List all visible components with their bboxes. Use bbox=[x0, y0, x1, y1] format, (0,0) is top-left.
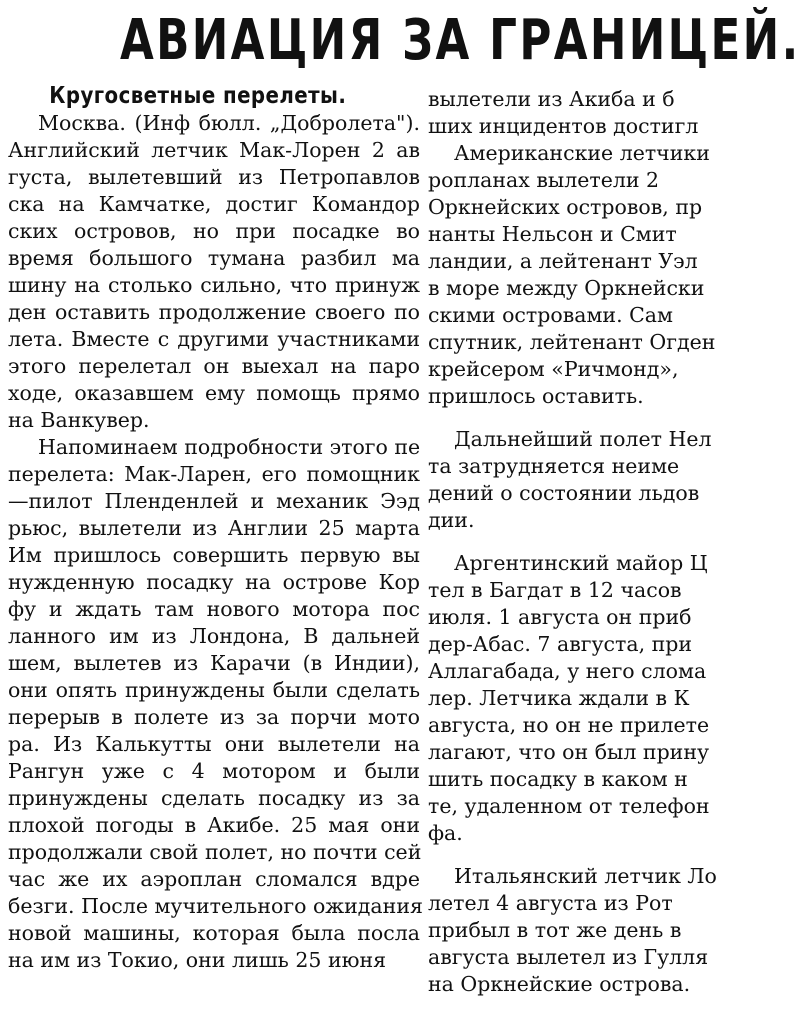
paragraph-gap bbox=[428, 534, 706, 550]
text-line: фа. bbox=[428, 821, 463, 845]
text-line: лета. Вместе с другими участниками bbox=[8, 327, 420, 351]
article-subheading: Кругосветные перелеты. bbox=[49, 83, 347, 109]
right-column bbox=[428, 86, 717, 998]
paragraph-gap bbox=[428, 847, 706, 863]
text-line: Итальянский летчик Ло bbox=[454, 864, 717, 888]
text-line: Английский летчик Мак-Лорен 2 ав bbox=[8, 138, 420, 162]
text-line: ландии, а лейтенант Уэл bbox=[428, 249, 698, 273]
text-line: они опять принуждены были сделать bbox=[8, 678, 420, 702]
text-line: ропланах вылетели 2 bbox=[428, 168, 660, 192]
text-line: спутник, лейтенант Огден bbox=[428, 330, 716, 354]
text-line: —пилот Пленденлей и механик Ээд bbox=[8, 489, 420, 513]
text-line: нанты Нельсон и Смит bbox=[428, 222, 677, 246]
text-line: лер. Летчика ждали в К bbox=[428, 686, 690, 710]
text-line: шить посадку в каком н bbox=[428, 767, 688, 791]
text-line: фу и ждать там нового мотора пос bbox=[8, 597, 420, 621]
text-line: дер-Абас. 7 августа, при bbox=[428, 632, 693, 656]
text-line: ска на Камчатке, достиг Командор bbox=[8, 192, 420, 216]
text-line: скими островами. Сам bbox=[428, 303, 673, 327]
text-line: рьюс, вылетели из Англии 25 марта bbox=[8, 516, 420, 540]
text-line: Дальнейший полет Нел bbox=[454, 427, 712, 451]
text-line: Рангун уже с 4 мотором и были bbox=[8, 759, 420, 783]
text-line: время большого тумана разбил ма bbox=[8, 246, 420, 270]
text-line: безги. После мучительного ожидания bbox=[8, 894, 423, 918]
article-paragraph-italian-pilot bbox=[428, 863, 717, 998]
text-line: дений о состоянии льдов bbox=[428, 481, 700, 505]
text-line: дии. bbox=[428, 508, 475, 532]
paragraph-gap bbox=[428, 410, 706, 426]
article-paragraph-american-pilots bbox=[428, 140, 716, 410]
newspaper-headline: АВИАЦИЯ ЗА ГРАНИЦЕЙ. bbox=[120, 8, 801, 73]
article-paragraph-details bbox=[8, 434, 423, 974]
text-line: в море между Оркнейски bbox=[428, 276, 705, 300]
text-line: перелета: Мак-Ларен, его помощник bbox=[8, 462, 420, 486]
text-line: Оркнейских островов, пр bbox=[428, 195, 703, 219]
text-line: июля. 1 августа он приб bbox=[428, 605, 692, 629]
text-line: вылетели из Акиба и б bbox=[428, 87, 675, 111]
article-paragraph-nelson-flight bbox=[428, 426, 712, 534]
text-line: Им пришлось совершить первую вы bbox=[8, 543, 420, 567]
text-line: перерыв в полете из за порчи мото bbox=[8, 705, 420, 729]
text-line: Аргентинский майор Ц bbox=[454, 551, 708, 575]
text-line: ходе, оказавшем ему помощь прямо bbox=[8, 381, 420, 405]
text-line: августа, но он не прилете bbox=[428, 713, 710, 737]
text-line: та затрудняется неиме bbox=[428, 454, 680, 478]
text-line: Москва. (Инф бюлл. „Добролета"). bbox=[38, 111, 420, 135]
article-paragraph-continuation bbox=[428, 86, 706, 140]
article-paragraph-argentine-major bbox=[428, 550, 710, 847]
text-line: Напоминаем подробности этого пе bbox=[38, 435, 421, 459]
text-line: ланного им из Лондона, В дальней bbox=[8, 624, 420, 648]
text-line: ра. Из Калькутты они вылетели на bbox=[8, 732, 420, 756]
text-line: крейсером «Ричмонд», bbox=[428, 357, 679, 381]
text-line: пришлось оставить. bbox=[428, 384, 644, 408]
article-paragraph-moscow bbox=[8, 110, 420, 434]
text-line: те, удаленном от телефон bbox=[428, 794, 710, 818]
text-line: на Ванкувер. bbox=[8, 408, 150, 432]
text-line: принуждены сделать посадку из за bbox=[8, 786, 420, 810]
text-line: нужденную посадку на острове Кор bbox=[8, 570, 420, 594]
text-line: густа, вылетевший из Петропавлов bbox=[8, 165, 420, 189]
text-line: лагают, что он был прину bbox=[428, 740, 710, 764]
text-line: час же их аэроплан сломался вдре bbox=[8, 867, 420, 891]
text-line: на Оркнейские острова. bbox=[428, 972, 691, 996]
text-line: шину на столько сильно, что принуж bbox=[8, 273, 420, 297]
text-line: летел 4 августа из Рот bbox=[428, 891, 673, 915]
text-line: этого перелетал он выехал на паро bbox=[8, 354, 420, 378]
text-line: тел в Багдат в 12 часов bbox=[428, 578, 682, 602]
text-line: продолжали свой полет, но почти сей bbox=[8, 840, 422, 864]
text-line: плохой погоды в Акибе. 25 мая они bbox=[8, 813, 420, 837]
left-column bbox=[8, 82, 423, 974]
text-line: на им из Токио, они лишь 25 июня bbox=[8, 948, 387, 972]
text-line: новой машины, которая была посла bbox=[8, 921, 420, 945]
text-line: прибыл в тот же день в bbox=[428, 918, 682, 942]
text-line: шем, вылетев из Карачи (в Индии), bbox=[8, 651, 420, 675]
text-line: Американские летчики bbox=[454, 141, 710, 165]
text-line: Аллагабада, у него слома bbox=[428, 659, 707, 683]
text-line: ших инцидентов достигл bbox=[428, 114, 699, 138]
text-line: ден оставить продолжение своего по bbox=[8, 300, 420, 324]
text-line: августа вылетел из Гулля bbox=[428, 945, 709, 969]
text-line: ских островов, но при посадке во bbox=[8, 219, 420, 243]
